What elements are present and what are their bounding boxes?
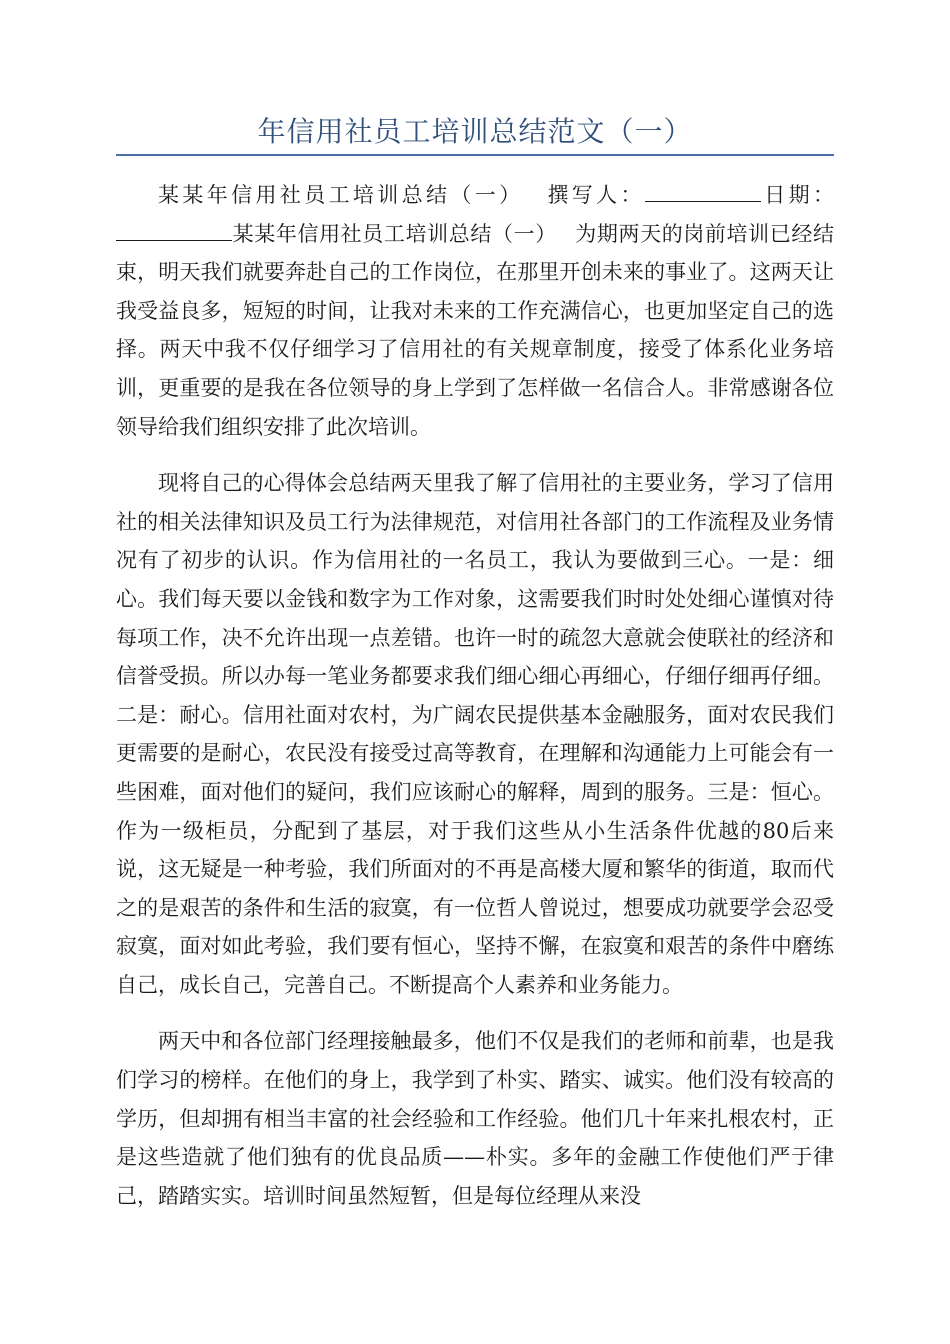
intro-paragraph bbox=[116, 176, 834, 446]
paragraph-2: 现将自己的心得体会总结两天里我了解了信用社的主要业务，学习了信用社的相关法律知识及员工行为法律规范，对信用社各部门的工作流程及业务情况有了初步的认识。作为信用社的一名员工，我认为要做到三心。一是：细心。我们每天要以金钱和数字为工作对象，这需要我们时时处处细心谨慎对待每项工作，决不允许出现一点差错。也许一时的疏忽大意就会使联社的经济和信誉受损。所以办每一笔业务都要求我们细心细心再细心，仔细仔细再仔细。二是：耐心。信用社面对农村，为广阔农民提供基本金融服务，面对农民我们更需要的是耐心，农民没有接受过高等教育，在理解和沟通能力上可能会有一些困难，面对他们的疑问，我们应该耐心的解释，周到的服务。三是：恒心。作为一级柜员，分配到了基层，对于我们这些从小生活条件优越的80后来说，这无疑是一种考验，我们所面对的不再是高楼大厦和繁华的街道，取而代之的是艰苦的条件和生活的寂寞，有一位哲人曾说过，想要成功就要学会忍受寂寞，面对如此考验，我们要有恒心，坚持不懈，在寂寞和艰苦的条件中磨练自己，成长自己，完善自己。不断提高个人素养和业务能力。 bbox=[116, 471, 834, 997]
subheading-text: 某某年信用社员工培训总结（一） bbox=[232, 221, 547, 246]
title-underline bbox=[116, 154, 834, 156]
author-blank bbox=[645, 183, 761, 202]
paragraph-3: 两天中和各位部门经理接触最多，他们不仅是我们的老师和前辈，也是我们学习的榜样。在他们的身上，我学到了朴实、踏实、诚实。他们没有较高的学历，但却拥有相当丰富的社会经验和工作经验。他们几十年来扎根农村，正是这些造就了他们独有的优良品质——朴实。多年的金融工作使他们严于律己，踏踏实实。培训时间虽然短暂，但是每位经理从来没 bbox=[116, 1029, 834, 1208]
date-blank bbox=[116, 222, 232, 241]
date-label: 日期： bbox=[760, 183, 835, 207]
document-title: 年信用社员工培训总结范文（一） bbox=[257, 115, 693, 148]
document-body bbox=[116, 176, 834, 1233]
heading-text: 某某年信用社员工培训总结（一） bbox=[158, 183, 514, 207]
paragraph-1-text: 为期两天的岗前培训已经结束，明天我们就要奔赴自己的工作岗位，在那里开创未来的事业了。这两天让我受益良多，短短的时间，让我对未来的工作充满信心，也更加坚定自己的选择。两天中我不仅仔细学习了信用社的有关规章制度，接受了体系化业务培训，更重要的是我在各位领导的身上学到了怎样做一名信合人。非常感谢各位领导给我们组织安排了此次培训。 bbox=[116, 221, 834, 439]
author-label: 撰写人： bbox=[547, 183, 645, 207]
